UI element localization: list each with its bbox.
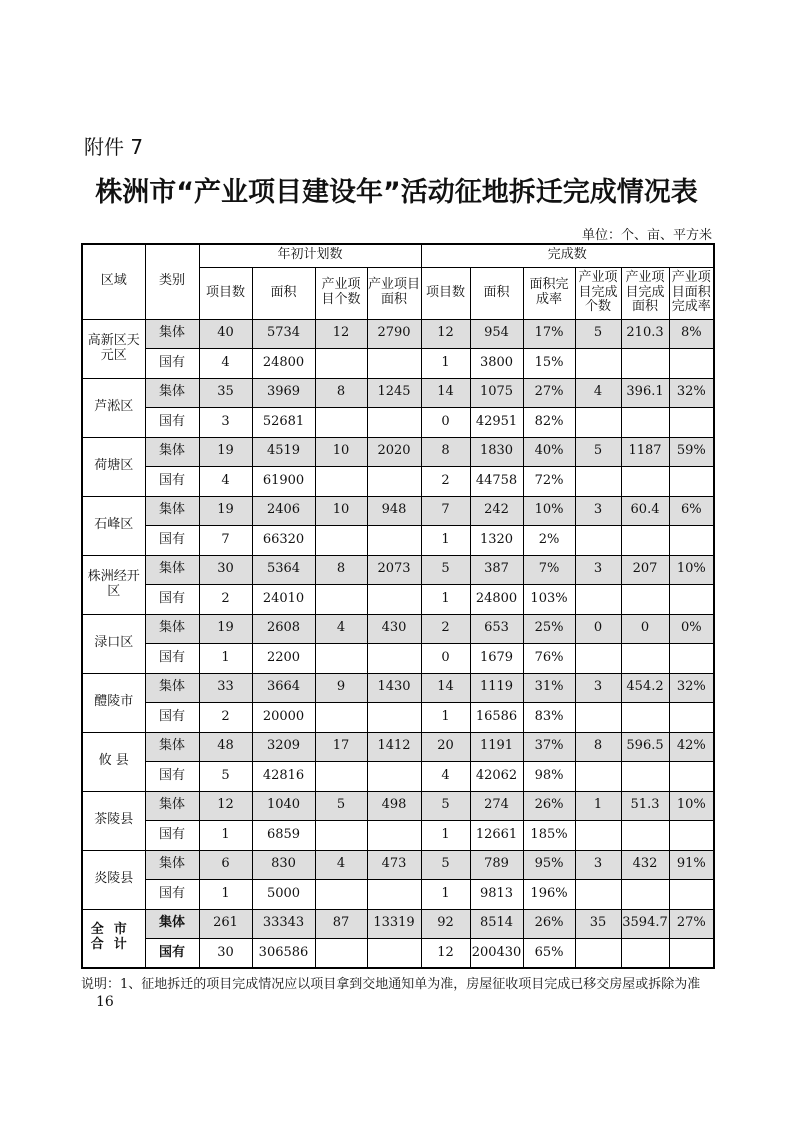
cell-plan-area: 4519 — [252, 437, 315, 467]
cell-done-industry-count — [575, 644, 621, 674]
completion-table — [81, 243, 715, 969]
cell-plan-count: 19 — [199, 437, 252, 467]
region-cell: 醴陵市 — [82, 673, 145, 732]
cell-plan-industry-count: 10 — [315, 496, 367, 526]
cell-done-count: 5 — [421, 555, 470, 585]
cell-plan-area: 6859 — [252, 821, 315, 851]
cell-plan-industry-area — [367, 467, 421, 497]
cell-done-industry-area — [621, 467, 669, 497]
cell-done-area-rate: 83% — [523, 703, 575, 733]
region-cell: 炎陵县 — [82, 850, 145, 909]
cell-done-industry-count: 8 — [575, 732, 621, 762]
cell-done-area-rate: 40% — [523, 437, 575, 467]
table-row — [82, 732, 714, 762]
cell-plan-count: 7 — [199, 526, 252, 556]
cell-plan-count: 6 — [199, 850, 252, 880]
category-cell: 集体 — [145, 496, 199, 526]
category-cell: 集体 — [145, 791, 199, 821]
cell-done-area-rate: 37% — [523, 732, 575, 762]
cell-plan-count: 40 — [199, 319, 252, 349]
category-cell: 国有 — [145, 703, 199, 733]
cell-done-industry-rate — [669, 821, 714, 851]
cell-plan-industry-count: 8 — [315, 555, 367, 585]
table-row — [82, 408, 714, 438]
cell-done-area-rate: 82% — [523, 408, 575, 438]
cell-done-count: 8 — [421, 437, 470, 467]
header-plan-group: 年初计划数 — [199, 244, 421, 267]
cell-done-industry-count — [575, 408, 621, 438]
category-cell: 国有 — [145, 644, 199, 674]
cell-done-area: 12661 — [470, 821, 523, 851]
table-row — [82, 378, 714, 408]
cell-plan-industry-count: 87 — [315, 909, 367, 939]
cell-done-industry-count — [575, 349, 621, 379]
table-row — [82, 349, 714, 379]
category-cell: 集体 — [145, 850, 199, 880]
region-cell: 芦淞区 — [82, 378, 145, 437]
cell-plan-industry-count: 17 — [315, 732, 367, 762]
cell-done-area-rate: 31% — [523, 673, 575, 703]
cell-done-area-rate: 65% — [523, 939, 575, 969]
cell-plan-industry-area — [367, 762, 421, 792]
cell-done-count: 5 — [421, 791, 470, 821]
cell-done-area: 242 — [470, 496, 523, 526]
cell-plan-count: 4 — [199, 467, 252, 497]
cell-plan-count: 48 — [199, 732, 252, 762]
cell-done-industry-area: 210.3 — [621, 319, 669, 349]
cell-done-area-rate: 196% — [523, 880, 575, 910]
table-row — [82, 467, 714, 497]
table-row — [82, 939, 714, 969]
cell-done-industry-area — [621, 526, 669, 556]
cell-plan-count: 4 — [199, 349, 252, 379]
cell-done-industry-area: 454.2 — [621, 673, 669, 703]
cell-plan-industry-area — [367, 821, 421, 851]
cell-plan-industry-count — [315, 939, 367, 969]
cell-done-count: 0 — [421, 644, 470, 674]
cell-plan-area: 42816 — [252, 762, 315, 792]
cell-done-industry-rate — [669, 467, 714, 497]
category-cell: 集体 — [145, 732, 199, 762]
cell-plan-industry-count — [315, 349, 367, 379]
cell-plan-area: 3209 — [252, 732, 315, 762]
cell-done-industry-count: 3 — [575, 555, 621, 585]
category-cell: 国有 — [145, 408, 199, 438]
cell-plan-industry-area: 948 — [367, 496, 421, 526]
cell-done-industry-count: 3 — [575, 850, 621, 880]
header-done-count: 项目数 — [421, 267, 470, 319]
cell-done-count: 2 — [421, 614, 470, 644]
region-cell: 渌口区 — [82, 614, 145, 673]
region-cell: 全市合计 — [82, 909, 145, 968]
cell-done-industry-count — [575, 703, 621, 733]
cell-plan-industry-count — [315, 880, 367, 910]
cell-done-area-rate: 95% — [523, 850, 575, 880]
header-done-industry-count: 产业项目完成个数 — [575, 267, 621, 319]
cell-done-industry-rate: 32% — [669, 673, 714, 703]
cell-plan-industry-count: 12 — [315, 319, 367, 349]
cell-plan-area: 3969 — [252, 378, 315, 408]
cell-plan-industry-area — [367, 408, 421, 438]
cell-plan-industry-area — [367, 703, 421, 733]
category-cell: 国有 — [145, 526, 199, 556]
cell-done-count: 1 — [421, 821, 470, 851]
cell-done-industry-rate: 8% — [669, 319, 714, 349]
cell-done-count: 7 — [421, 496, 470, 526]
cell-done-industry-rate — [669, 408, 714, 438]
header-plan-area: 面积 — [252, 267, 315, 319]
cell-done-area-rate: 2% — [523, 526, 575, 556]
header-done-area-rate: 面积完成率 — [523, 267, 575, 319]
cell-done-area: 789 — [470, 850, 523, 880]
cell-plan-industry-count: 9 — [315, 673, 367, 703]
cell-done-count: 14 — [421, 673, 470, 703]
cell-done-area-rate: 76% — [523, 644, 575, 674]
cell-done-industry-rate: 59% — [669, 437, 714, 467]
cell-done-industry-count — [575, 939, 621, 969]
cell-plan-industry-count — [315, 526, 367, 556]
cell-done-industry-rate: 10% — [669, 791, 714, 821]
cell-done-industry-count — [575, 880, 621, 910]
cell-done-industry-rate: 42% — [669, 732, 714, 762]
cell-plan-industry-area — [367, 526, 421, 556]
cell-plan-area: 20000 — [252, 703, 315, 733]
category-cell: 集体 — [145, 614, 199, 644]
cell-plan-area: 830 — [252, 850, 315, 880]
header-done-industry-rate: 产业项目面积完成率 — [669, 267, 714, 319]
page-number: 16 — [96, 994, 114, 1010]
category-cell: 国有 — [145, 939, 199, 969]
cell-done-industry-rate: 6% — [669, 496, 714, 526]
cell-done-industry-rate — [669, 703, 714, 733]
cell-done-count: 1 — [421, 880, 470, 910]
cell-done-area-rate: 72% — [523, 467, 575, 497]
page-title: 株洲市“产业项目建设年”活动征地拆迁完成情况表 — [95, 177, 698, 208]
table-row — [82, 850, 714, 880]
category-cell: 集体 — [145, 673, 199, 703]
table-row — [82, 762, 714, 792]
cell-plan-industry-area: 2073 — [367, 555, 421, 585]
cell-done-industry-count: 0 — [575, 614, 621, 644]
cell-plan-count: 3 — [199, 408, 252, 438]
region-cell: 茶陵县 — [82, 791, 145, 850]
cell-done-area-rate: 17% — [523, 319, 575, 349]
cell-done-area-rate: 103% — [523, 585, 575, 615]
cell-done-area: 1320 — [470, 526, 523, 556]
region-cell: 株洲经开区 — [82, 555, 145, 614]
cell-done-area-rate: 7% — [523, 555, 575, 585]
header-plan-industry-count: 产业项目个数 — [315, 267, 367, 319]
cell-done-area: 42062 — [470, 762, 523, 792]
category-cell: 国有 — [145, 821, 199, 851]
table-row — [82, 821, 714, 851]
cell-plan-count: 30 — [199, 939, 252, 969]
cell-done-industry-count: 35 — [575, 909, 621, 939]
cell-plan-count: 5 — [199, 762, 252, 792]
table-row — [82, 585, 714, 615]
cell-plan-industry-count — [315, 821, 367, 851]
attachment-label: 附件 7 — [84, 135, 144, 159]
cell-plan-industry-count — [315, 408, 367, 438]
table-row — [82, 555, 714, 585]
cell-plan-area: 2200 — [252, 644, 315, 674]
region-cell: 攸 县 — [82, 732, 145, 791]
cell-plan-industry-area: 13319 — [367, 909, 421, 939]
table-row — [82, 909, 714, 939]
category-cell: 集体 — [145, 909, 199, 939]
cell-done-count: 1 — [421, 349, 470, 379]
cell-done-count: 14 — [421, 378, 470, 408]
table-row — [82, 791, 714, 821]
cell-done-area: 200430 — [470, 939, 523, 969]
cell-done-count: 2 — [421, 467, 470, 497]
cell-plan-industry-count — [315, 644, 367, 674]
cell-done-area-rate: 15% — [523, 349, 575, 379]
cell-plan-count: 261 — [199, 909, 252, 939]
table-row — [82, 437, 714, 467]
cell-done-count: 12 — [421, 319, 470, 349]
cell-plan-area: 3664 — [252, 673, 315, 703]
cell-plan-area: 2406 — [252, 496, 315, 526]
cell-done-area-rate: 98% — [523, 762, 575, 792]
cell-done-industry-area — [621, 880, 669, 910]
category-cell: 国有 — [145, 585, 199, 615]
cell-done-area: 1119 — [470, 673, 523, 703]
cell-done-count: 92 — [421, 909, 470, 939]
cell-done-industry-area — [621, 644, 669, 674]
cell-plan-industry-area — [367, 939, 421, 969]
cell-plan-industry-count — [315, 585, 367, 615]
cell-plan-area: 24800 — [252, 349, 315, 379]
unit-label: 单位：个、亩、平方米 — [581, 228, 712, 243]
table-row — [82, 673, 714, 703]
cell-done-industry-rate — [669, 762, 714, 792]
cell-done-industry-area — [621, 585, 669, 615]
cell-done-industry-count — [575, 526, 621, 556]
table-row — [82, 614, 714, 644]
cell-done-industry-count — [575, 467, 621, 497]
cell-done-industry-rate: 91% — [669, 850, 714, 880]
cell-plan-area: 61900 — [252, 467, 315, 497]
cell-done-count: 4 — [421, 762, 470, 792]
table-row — [82, 496, 714, 526]
cell-plan-industry-count: 4 — [315, 614, 367, 644]
footnote: 说明：1、征地拆迁的项目完成情况应以项目拿到交地通知单为准，房屋征收项目完成已移交房屋或拆除为准 — [81, 977, 701, 992]
cell-plan-industry-area: 430 — [367, 614, 421, 644]
cell-plan-area: 306586 — [252, 939, 315, 969]
cell-plan-count: 19 — [199, 496, 252, 526]
category-cell: 集体 — [145, 555, 199, 585]
cell-done-industry-rate — [669, 585, 714, 615]
cell-plan-count: 19 — [199, 614, 252, 644]
cell-done-industry-rate — [669, 880, 714, 910]
cell-plan-industry-area: 1430 — [367, 673, 421, 703]
cell-done-area-rate: 185% — [523, 821, 575, 851]
cell-plan-area: 24010 — [252, 585, 315, 615]
region-cell: 荷塘区 — [82, 437, 145, 496]
cell-done-area: 3800 — [470, 349, 523, 379]
cell-done-industry-area: 432 — [621, 850, 669, 880]
table-row — [82, 319, 714, 349]
cell-done-area: 1191 — [470, 732, 523, 762]
cell-plan-industry-area — [367, 585, 421, 615]
category-cell: 集体 — [145, 319, 199, 349]
cell-done-industry-rate: 10% — [669, 555, 714, 585]
cell-plan-industry-count — [315, 467, 367, 497]
cell-done-industry-area — [621, 408, 669, 438]
category-cell: 国有 — [145, 762, 199, 792]
cell-done-industry-area: 0 — [621, 614, 669, 644]
cell-plan-count: 1 — [199, 821, 252, 851]
cell-done-count: 20 — [421, 732, 470, 762]
cell-done-industry-count: 3 — [575, 496, 621, 526]
header-plan-industry-area: 产业项目面积 — [367, 267, 421, 319]
cell-plan-industry-count — [315, 703, 367, 733]
cell-done-industry-area: 3594.7 — [621, 909, 669, 939]
cell-done-area: 653 — [470, 614, 523, 644]
cell-done-area: 16586 — [470, 703, 523, 733]
cell-plan-industry-area — [367, 349, 421, 379]
cell-plan-industry-area — [367, 880, 421, 910]
category-cell: 国有 — [145, 880, 199, 910]
cell-plan-count: 2 — [199, 585, 252, 615]
cell-done-industry-rate: 0% — [669, 614, 714, 644]
cell-done-industry-count: 4 — [575, 378, 621, 408]
cell-done-industry-rate — [669, 939, 714, 969]
cell-plan-area: 1040 — [252, 791, 315, 821]
cell-done-industry-count — [575, 821, 621, 851]
cell-done-count: 12 — [421, 939, 470, 969]
header-plan-count: 项目数 — [199, 267, 252, 319]
cell-done-industry-area: 60.4 — [621, 496, 669, 526]
cell-done-industry-area: 51.3 — [621, 791, 669, 821]
header-category: 类别 — [145, 244, 199, 319]
header-region: 区域 — [82, 244, 145, 319]
cell-done-industry-rate: 32% — [669, 378, 714, 408]
category-cell: 集体 — [145, 378, 199, 408]
cell-done-industry-area — [621, 349, 669, 379]
table-row — [82, 644, 714, 674]
cell-done-industry-count — [575, 762, 621, 792]
cell-plan-industry-count: 8 — [315, 378, 367, 408]
cell-plan-area: 33343 — [252, 909, 315, 939]
cell-done-industry-area: 207 — [621, 555, 669, 585]
cell-plan-count: 30 — [199, 555, 252, 585]
table-row — [82, 880, 714, 910]
table-row — [82, 703, 714, 733]
cell-done-area-rate: 10% — [523, 496, 575, 526]
cell-plan-industry-area: 1245 — [367, 378, 421, 408]
cell-done-count: 5 — [421, 850, 470, 880]
cell-done-area-rate: 25% — [523, 614, 575, 644]
cell-done-industry-area — [621, 939, 669, 969]
header-done-group: 完成数 — [421, 244, 714, 267]
cell-done-count: 1 — [421, 526, 470, 556]
cell-plan-area: 66320 — [252, 526, 315, 556]
cell-done-area-rate: 27% — [523, 378, 575, 408]
cell-plan-count: 33 — [199, 673, 252, 703]
cell-done-area: 24800 — [470, 585, 523, 615]
cell-done-industry-area — [621, 821, 669, 851]
cell-done-area: 954 — [470, 319, 523, 349]
cell-plan-industry-count: 5 — [315, 791, 367, 821]
cell-plan-industry-count — [315, 762, 367, 792]
cell-done-area: 44758 — [470, 467, 523, 497]
cell-done-area: 1075 — [470, 378, 523, 408]
cell-plan-count: 1 — [199, 644, 252, 674]
cell-plan-area: 5734 — [252, 319, 315, 349]
cell-done-area: 8514 — [470, 909, 523, 939]
cell-plan-industry-count: 10 — [315, 437, 367, 467]
cell-plan-industry-count: 4 — [315, 850, 367, 880]
cell-done-industry-area: 396.1 — [621, 378, 669, 408]
cell-done-area: 274 — [470, 791, 523, 821]
cell-done-industry-rate — [669, 349, 714, 379]
cell-done-area: 1679 — [470, 644, 523, 674]
cell-plan-industry-area — [367, 644, 421, 674]
cell-done-industry-count: 3 — [575, 673, 621, 703]
cell-done-industry-rate: 27% — [669, 909, 714, 939]
region-cell: 石峰区 — [82, 496, 145, 555]
cell-done-area: 1830 — [470, 437, 523, 467]
cell-done-area-rate: 26% — [523, 909, 575, 939]
cell-done-industry-area — [621, 762, 669, 792]
cell-done-area: 387 — [470, 555, 523, 585]
cell-done-count: 1 — [421, 585, 470, 615]
cell-done-industry-area: 1187 — [621, 437, 669, 467]
cell-done-industry-area — [621, 703, 669, 733]
cell-done-area: 9813 — [470, 880, 523, 910]
header-done-area: 面积 — [470, 267, 523, 319]
region-cell: 高新区天元区 — [82, 319, 145, 378]
category-cell: 国有 — [145, 467, 199, 497]
category-cell: 国有 — [145, 349, 199, 379]
cell-done-industry-rate — [669, 526, 714, 556]
cell-done-industry-count — [575, 585, 621, 615]
cell-done-industry-rate — [669, 644, 714, 674]
cell-done-industry-count: 5 — [575, 437, 621, 467]
cell-plan-area: 2608 — [252, 614, 315, 644]
cell-plan-area: 5000 — [252, 880, 315, 910]
category-cell: 集体 — [145, 437, 199, 467]
cell-plan-count: 2 — [199, 703, 252, 733]
cell-done-area: 42951 — [470, 408, 523, 438]
cell-plan-industry-area: 473 — [367, 850, 421, 880]
header-done-industry-area: 产业项目完成面积 — [621, 267, 669, 319]
cell-plan-area: 5364 — [252, 555, 315, 585]
cell-done-industry-count: 5 — [575, 319, 621, 349]
cell-done-area-rate: 26% — [523, 791, 575, 821]
table-row — [82, 526, 714, 556]
cell-done-count: 0 — [421, 408, 470, 438]
cell-plan-count: 1 — [199, 880, 252, 910]
cell-plan-industry-area: 498 — [367, 791, 421, 821]
cell-plan-count: 12 — [199, 791, 252, 821]
cell-done-industry-count: 1 — [575, 791, 621, 821]
cell-done-count: 1 — [421, 703, 470, 733]
cell-done-industry-area: 596.5 — [621, 732, 669, 762]
cell-plan-count: 35 — [199, 378, 252, 408]
cell-plan-industry-area: 1412 — [367, 732, 421, 762]
cell-plan-area: 52681 — [252, 408, 315, 438]
cell-plan-industry-area: 2020 — [367, 437, 421, 467]
cell-plan-industry-area: 2790 — [367, 319, 421, 349]
